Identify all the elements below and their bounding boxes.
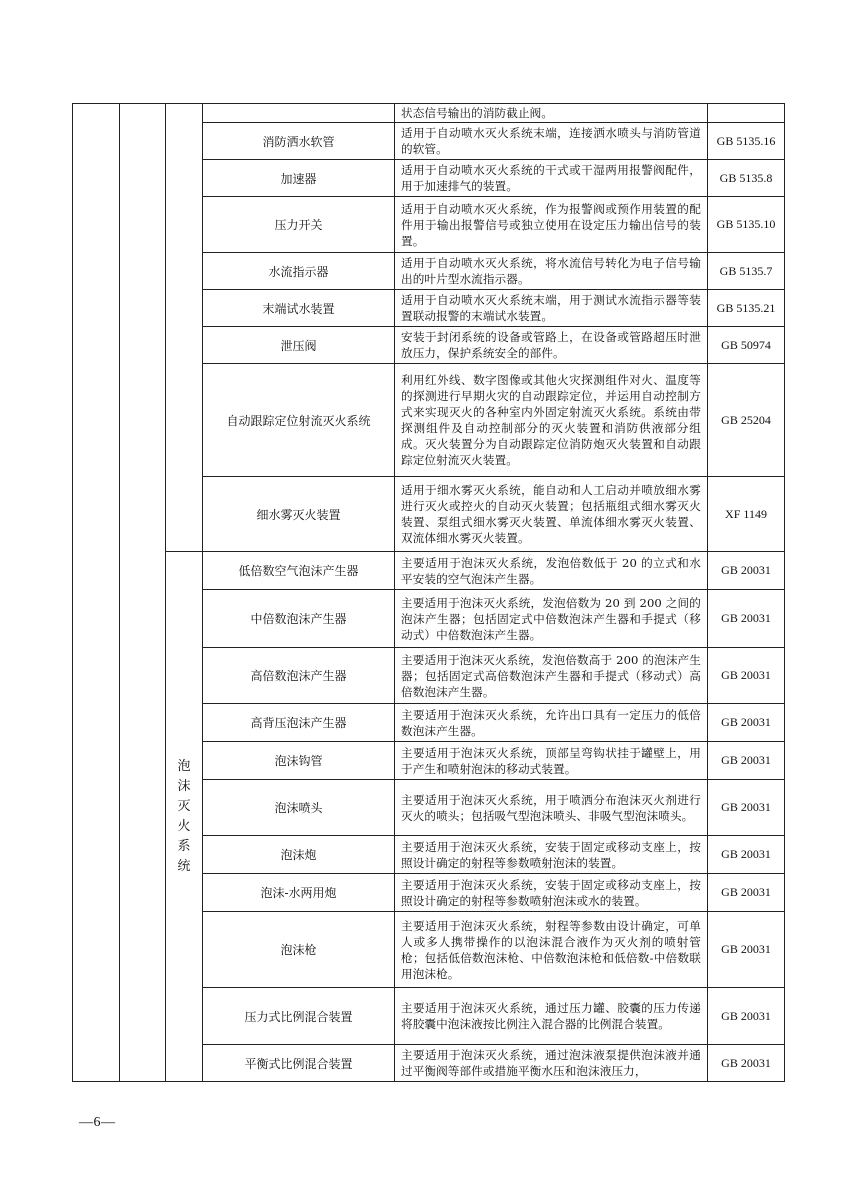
product-description: 状态信号输出的消防截止阀。	[395, 104, 708, 123]
standard-code: GB 50974	[708, 327, 785, 364]
standard-code: GB 20031	[708, 780, 785, 836]
group-label-char: 沫	[177, 778, 191, 794]
standard-code: GB 20031	[708, 912, 785, 988]
product-description: 主要适用于泡沫灭火系统，安装于固定或移动支座上，按照设计确定的射程等参数喷射泡沫的装置。	[395, 836, 708, 874]
product-description: 适用于自动喷水灭火系统的干式或干湿两用报警阀配件，用于加速排气的装置。	[395, 160, 708, 197]
product-description: 适用于自动喷水灭火系统末端，用于测试水流指示器等装置联动报警的末端试水装置。	[395, 290, 708, 327]
product-description: 主要适用于泡沫灭火系统，安装于固定或移动支座上，按照设计确定的射程等参数喷射泡沫或水的装置。	[395, 874, 708, 912]
group-label-char: 系	[177, 838, 191, 854]
standard-code: GB 20031	[708, 988, 785, 1045]
product-name: 泡沫-水两用炮	[203, 874, 395, 912]
group-label-char: 泡	[177, 758, 191, 774]
product-name: 中倍数泡沫产生器	[203, 590, 395, 648]
product-description: 主要适用于泡沫灭火系统，通过压力罐、胶囊的压力传递将胶囊中泡沫液按比例注入混合器的比例混合装置。	[395, 988, 708, 1045]
standard-code: GB 20031	[708, 742, 785, 780]
product-name: 自动跟踪定位射流灭火系统	[203, 364, 395, 477]
table-row	[73, 552, 785, 590]
product-description: 适用于自动喷水灭火系统，将水流信号转化为电子信号输出的叶片型水流指示器。	[395, 253, 708, 290]
product-description: 主要适用于泡沫灭火系统，用于喷洒分布泡沫灭火剂进行灭火的喷头；包括吸气型泡沫喷头、非吸气型泡沫喷头。	[395, 780, 708, 836]
product-name: 高背压泡沫产生器	[203, 704, 395, 742]
standard-code: GB 20031	[708, 552, 785, 590]
group-cell-foam-system	[166, 552, 203, 1082]
product-name: 消防洒水软管	[203, 123, 395, 160]
product-description: 适用于自动喷水灭火系统，作为报警阀或预作用装置的配件用于输出报警信号或独立使用在设定压力输出信号的装置。	[395, 197, 708, 253]
standard-code: XF 1149	[708, 477, 785, 552]
standard-code: GB 5135.7	[708, 253, 785, 290]
equipment-standards-table	[72, 103, 785, 1082]
product-name: 压力式比例混合装置	[203, 988, 395, 1045]
product-description: 适用于自动喷水灭火系统末端，连接洒水喷头与消防管道的软管。	[395, 123, 708, 160]
product-description: 主要适用于泡沫灭火系统，发泡倍数低于 20 的立式和水平安装的空气泡沫产生器。	[395, 552, 708, 590]
product-name: 末端试水装置	[203, 290, 395, 327]
product-name: 泡沫枪	[203, 912, 395, 988]
subcategory-cell	[120, 104, 166, 1082]
product-description: 主要适用于泡沫灭火系统，允许出口具有一定压力的低倍数泡沫产生器。	[395, 704, 708, 742]
product-description: 安装于封闭系统的设备或管路上，在设备或管路超压时泄放压力，保护系统安全的部件。	[395, 327, 708, 364]
product-name: 泡沫钩管	[203, 742, 395, 780]
standard-code: GB 5135.21	[708, 290, 785, 327]
table-row	[73, 104, 785, 123]
standard-code: GB 25204	[708, 364, 785, 477]
standard-code: GB 5135.16	[708, 123, 785, 160]
product-name: 水流指示器	[203, 253, 395, 290]
category-cell	[73, 104, 120, 1082]
document-table-container	[72, 103, 784, 1082]
standard-code: GB 20031	[708, 590, 785, 648]
product-name: 加速器	[203, 160, 395, 197]
product-name: 低倍数空气泡沫产生器	[203, 552, 395, 590]
product-description: 主要适用于泡沫灭火系统，顶部呈弯钩状挂于罐壁上，用于产生和喷射泡沫的移动式装置。	[395, 742, 708, 780]
product-name: 泡沫炮	[203, 836, 395, 874]
group-label-char: 灭	[177, 798, 191, 814]
product-description: 主要适用于泡沫灭火系统，发泡倍数高于 200 的泡沫产生器；包括固定式高倍数泡沫产生器和手提式（移动式）高倍数泡沫产生器。	[395, 648, 708, 704]
standard-code: GB 20031	[708, 648, 785, 704]
product-name: 压力开关	[203, 197, 395, 253]
standard-code: GB 20031	[708, 1045, 785, 1082]
product-description: 主要适用于泡沫灭火系统，射程等参数由设计确定，可单人或多人携带操作的以泡沫混合液作为灭火剂的喷射管枪；包括低倍数泡沫枪、中倍数泡沫枪和低倍数-中倍数联用泡沫枪。	[395, 912, 708, 988]
product-name: 细水雾灭火装置	[203, 477, 395, 552]
standard-code	[708, 104, 785, 123]
group-cell-sprinkler	[166, 104, 203, 552]
product-name: 高倍数泡沫产生器	[203, 648, 395, 704]
standard-code: GB 5135.8	[708, 160, 785, 197]
product-name: 平衡式比例混合装置	[203, 1045, 395, 1082]
product-description: 适用于细水雾灭火系统，能自动和人工启动并喷放细水雾进行灭火或控火的自动灭火装置；包括瓶组式细水雾灭火装置、泵组式细水雾灭火装置、单流体细水雾灭火装置、双流体细水雾灭火装置。	[395, 477, 708, 552]
group-label-foam-system	[166, 757, 202, 877]
product-description: 主要适用于泡沫灭火系统，发泡倍数为 20 到 200 之间的泡沫产生器；包括固定式中倍数泡沫产生器和手提式（移动式）中倍数泡沫产生器。	[395, 590, 708, 648]
product-description: 主要适用于泡沫灭火系统，通过泡沫液泵提供泡沫液并通过平衡阀等部件或措施平衡水压和泡沫液压力，	[395, 1045, 708, 1082]
standard-code: GB 5135.10	[708, 197, 785, 253]
product-description: 利用红外线、数字图像或其他火灾探测组件对火、温度等的探测进行早期火灾的自动跟踪定位，并运用自动控制方式来实现灭火的各种室内外固定射流灭火系统。系统由带探测组件及自动控制部分的灭火装置和消防供液部分组成。灭火装置分为自动跟踪定位消防炮灭火装置和自动跟踪定位射流灭火装置。	[395, 364, 708, 477]
standard-code: GB 20031	[708, 704, 785, 742]
group-label-char: 火	[177, 818, 191, 834]
group-label-char: 统	[177, 858, 191, 874]
standard-code: GB 20031	[708, 836, 785, 874]
product-name: 泡沫喷头	[203, 780, 395, 836]
product-name: 泄压阀	[203, 327, 395, 364]
standard-code: GB 20031	[708, 874, 785, 912]
page-number: —6—	[79, 1115, 116, 1130]
product-name	[203, 104, 395, 123]
